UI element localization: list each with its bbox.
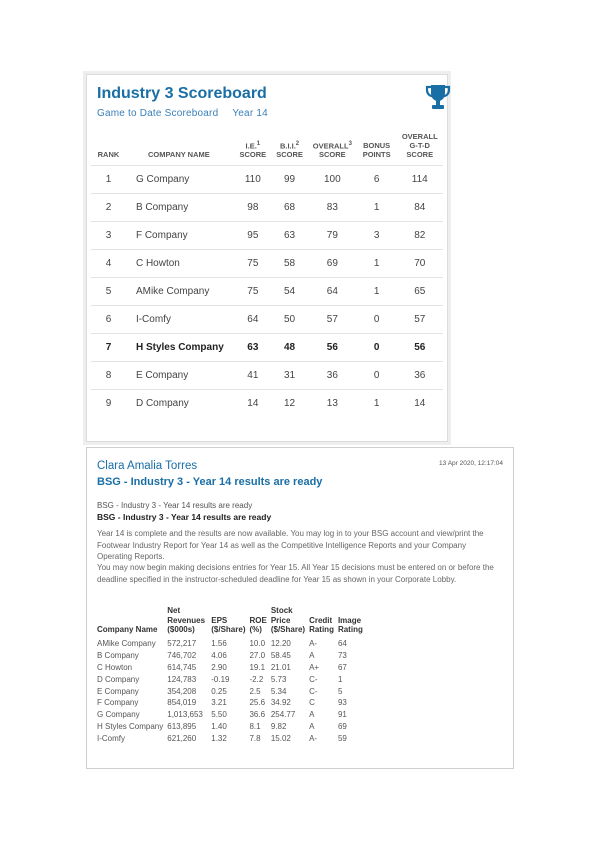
col-roe-label: ROE <box>249 615 267 625</box>
col-ie-score-label: SCORE <box>239 150 267 159</box>
row-eps: 4.06 <box>211 650 227 660</box>
scoreboard-header-row <box>91 129 443 166</box>
row-bii-score: 99 <box>271 166 308 194</box>
row-ie-score: 75 <box>234 250 271 278</box>
row-stock-price: 12.20 <box>270 638 291 648</box>
row-roe: 8.1 <box>249 722 261 732</box>
row-rank: 4 <box>91 250 126 278</box>
col-overall-label: OVERALL <box>312 141 349 150</box>
row-roe: 10.0 <box>249 638 266 648</box>
row-company-name: G Company <box>97 710 140 720</box>
row-rank: 3 <box>91 222 126 250</box>
row-ie-score: 63 <box>234 334 271 362</box>
col-ie-label: I.E. <box>245 141 257 150</box>
row-company-name: E Company <box>126 362 235 390</box>
col-net-revenues <box>165 606 209 638</box>
col-stock-unit: ($/Share) <box>270 625 306 634</box>
row-ie-score: 95 <box>234 222 271 250</box>
row-roe: -2.2 <box>249 674 264 684</box>
row-stock-price: 58.45 <box>270 650 291 660</box>
results-row <box>95 661 365 673</box>
row-image-rating: 69 <box>337 722 347 732</box>
row-company-name: E Company <box>97 686 139 696</box>
col-overall-score-label: SCORE <box>319 150 346 159</box>
row-net-revenues: 572,217 <box>167 638 197 648</box>
row-rank: 6 <box>91 306 126 334</box>
row-rank: 8 <box>91 362 126 390</box>
row-eps: 5.50 <box>211 710 227 720</box>
row-roe: 36.6 <box>249 710 266 720</box>
row-rank: 7 <box>91 334 126 362</box>
row-bonus-points: 1 <box>357 250 397 278</box>
row-company-name: I-Comfy <box>97 734 125 744</box>
row-gtd-score: 84 <box>397 194 443 222</box>
row-stock-price: 34.92 <box>270 698 291 708</box>
row-eps: 0.25 <box>211 686 227 696</box>
row-ie-score: 98 <box>234 194 271 222</box>
col-company[interactable]: COMPANY NAME <box>147 150 210 159</box>
row-bii-score: 63 <box>271 222 308 250</box>
results-row <box>95 685 365 697</box>
row-overall-score: 57 <box>308 306 357 334</box>
row-bii-score: 50 <box>271 306 308 334</box>
results-row <box>95 697 365 709</box>
col-bii-label: B.I.I. <box>279 141 296 150</box>
row-net-revenues: 613,895 <box>167 722 197 732</box>
row-net-revenues: 614,745 <box>167 662 197 672</box>
row-image-rating: 5 <box>337 686 343 696</box>
col-ie-score[interactable] <box>234 129 271 166</box>
col-bonus-points[interactable] <box>357 129 397 166</box>
row-gtd-score: 70 <box>397 250 443 278</box>
row-company-name: I-Comfy <box>126 306 235 334</box>
row-rank: 2 <box>91 194 126 222</box>
email-from-line: BSG - Industry 3 - Year 14 results are ready <box>97 501 253 510</box>
row-bii-score: 54 <box>271 278 308 306</box>
row-roe: 7.8 <box>249 734 261 744</box>
row-stock-price: 21.01 <box>270 662 291 672</box>
row-bonus-points: 1 <box>357 390 397 418</box>
col-overall-score[interactable] <box>308 129 357 166</box>
col-gtd-label-2: G-T-D <box>409 141 430 150</box>
row-net-revenues: 621,260 <box>167 734 197 744</box>
row-gtd-score: 82 <box>397 222 443 250</box>
row-bii-score: 68 <box>271 194 308 222</box>
col-revenues-label: Revenues <box>167 615 206 625</box>
row-overall-score: 69 <box>308 250 357 278</box>
col-price-label: Price <box>270 615 291 625</box>
results-row <box>95 721 365 733</box>
row-roe: 19.1 <box>249 662 266 672</box>
row-net-revenues: 354,208 <box>167 686 197 696</box>
row-rank: 9 <box>91 390 126 418</box>
scoreboard-row <box>91 362 443 390</box>
row-bonus-points: 1 <box>357 278 397 306</box>
col-roe <box>247 606 268 638</box>
col-rank[interactable]: RANK <box>97 150 120 159</box>
row-company-name: B Company <box>126 194 235 222</box>
row-bonus-points: 0 <box>357 362 397 390</box>
row-overall-score: 79 <box>308 222 357 250</box>
row-company-name: AMike Company <box>97 638 156 648</box>
row-stock-price: 5.34 <box>270 686 287 696</box>
email-date: 13 Apr 2020, 12:17:04 <box>439 460 503 467</box>
results-row <box>95 638 365 650</box>
scoreboard-card <box>86 74 448 442</box>
col-bonus-label: BONUS <box>363 141 391 150</box>
col-eps-label: EPS <box>211 615 228 625</box>
row-gtd-score: 65 <box>397 278 443 306</box>
col-roe-unit: (%) <box>249 625 262 634</box>
row-roe: 27.0 <box>249 650 266 660</box>
row-company-name: AMike Company <box>126 278 235 306</box>
row-eps: 1.40 <box>211 722 227 732</box>
results-table <box>95 606 365 745</box>
row-credit-rating: A <box>309 650 315 660</box>
row-credit-rating: A- <box>309 638 318 648</box>
row-ie-score: 75 <box>234 278 271 306</box>
row-credit-rating: A <box>309 722 315 732</box>
trophy-icon <box>425 83 451 111</box>
row-company-name: C Howton <box>126 250 235 278</box>
scoreboard-table <box>91 129 443 417</box>
col-points-label: POINTS <box>362 150 391 159</box>
row-company-name: G Company <box>126 166 235 194</box>
scoreboard-rows <box>91 166 443 418</box>
row-company-name: H Styles Company <box>97 722 164 732</box>
row-stock-price: 5.73 <box>270 674 287 684</box>
col-net-label: Net <box>167 606 181 615</box>
row-bonus-points: 1 <box>357 194 397 222</box>
row-bonus-points: 0 <box>357 334 397 362</box>
results-row <box>95 649 365 661</box>
row-image-rating: 67 <box>337 662 347 672</box>
col-bii-score[interactable] <box>271 129 308 166</box>
scoreboard-row <box>91 306 443 334</box>
scoreboard-row <box>91 250 443 278</box>
col-credit-label: Credit <box>309 615 333 625</box>
col-credit-rating-label: Rating <box>309 625 334 634</box>
row-bonus-points: 3 <box>357 222 397 250</box>
row-ie-score: 41 <box>234 362 271 390</box>
row-rank: 5 <box>91 278 126 306</box>
row-net-revenues: 1,013,653 <box>167 710 203 720</box>
row-overall-score: 36 <box>308 362 357 390</box>
row-eps: 2.90 <box>211 662 227 672</box>
row-rank: 1 <box>91 166 126 194</box>
row-gtd-score: 56 <box>397 334 443 362</box>
row-company-name: H Styles Company <box>126 334 235 362</box>
row-bii-score: 48 <box>271 334 308 362</box>
row-eps: 1.32 <box>211 734 227 744</box>
row-credit-rating: C- <box>309 686 318 696</box>
results-header-row <box>95 606 365 638</box>
row-ie-score: 14 <box>234 390 271 418</box>
row-company-name: F Company <box>97 698 139 708</box>
scoreboard-subtitle <box>97 108 268 119</box>
scoreboard-title: Industry 3 Scoreboard <box>97 85 267 102</box>
col-eps-unit: ($/Share) <box>211 625 246 634</box>
email-subject[interactable]: BSG - Industry 3 - Year 14 results are ready <box>97 476 323 488</box>
row-stock-price: 9.82 <box>270 722 287 732</box>
row-net-revenues: 746,702 <box>167 650 197 660</box>
row-ie-score: 110 <box>234 166 271 194</box>
row-overall-score: 83 <box>308 194 357 222</box>
scoreboard-row <box>91 222 443 250</box>
row-gtd-score: 114 <box>397 166 443 194</box>
row-company-name: C Howton <box>97 662 133 672</box>
row-credit-rating: A- <box>309 734 318 744</box>
row-image-rating: 1 <box>337 674 343 684</box>
row-roe: 2.5 <box>249 686 261 696</box>
col-eps <box>209 606 247 638</box>
col-credit-rating <box>307 606 336 638</box>
row-company-name: B Company <box>97 650 139 660</box>
col-overall-footnote: 3 <box>348 140 352 147</box>
row-image-rating: 64 <box>337 638 347 648</box>
row-eps: 3.21 <box>211 698 227 708</box>
row-stock-price: 15.02 <box>270 734 291 744</box>
row-eps: -0.19 <box>211 674 230 684</box>
col-ie-footnote: 1 <box>256 140 261 147</box>
scoreboard-row <box>91 194 443 222</box>
row-company-name: F Company <box>126 222 235 250</box>
row-image-rating: 73 <box>337 650 347 660</box>
row-credit-rating: C <box>309 698 315 708</box>
email-sender[interactable]: Clara Amalia Torres <box>97 460 198 472</box>
row-gtd-score: 36 <box>397 362 443 390</box>
row-bonus-points: 6 <box>357 166 397 194</box>
col-stock-label: Stock <box>270 606 293 615</box>
col-bii-footnote: 2 <box>295 140 300 147</box>
col-gtd-label-1: OVERALL <box>401 132 438 141</box>
scoreboard-row <box>91 334 443 362</box>
row-gtd-score: 57 <box>397 306 443 334</box>
row-eps: 1.56 <box>211 638 227 648</box>
row-company-name: D Company <box>97 674 140 684</box>
subtitle-game-label: Game to Date Scoreboard <box>97 108 219 119</box>
row-credit-rating: A+ <box>309 662 320 672</box>
row-bii-score: 58 <box>271 250 308 278</box>
results-row <box>95 673 365 685</box>
col-bii-score-label: SCORE <box>276 150 303 159</box>
scoreboard-row <box>91 166 443 194</box>
row-net-revenues: 124,783 <box>167 674 197 684</box>
row-credit-rating: A <box>309 710 315 720</box>
row-overall-score: 64 <box>308 278 357 306</box>
scoreboard-row <box>91 390 443 418</box>
col-overall-gtd[interactable] <box>397 129 443 166</box>
row-bii-score: 31 <box>271 362 308 390</box>
row-image-rating: 59 <box>337 734 347 744</box>
subtitle-year-label: Year 14 <box>232 108 268 119</box>
row-roe: 25.6 <box>249 698 266 708</box>
scoreboard-row <box>91 278 443 306</box>
col-gtd-label-3: SCORE <box>406 150 434 159</box>
col-stock-price <box>269 606 307 638</box>
col-company-name: Company Name <box>97 625 158 634</box>
email-paragraph-results: Year 14 is complete and the results are now available. You may log in to your BSG account and view/print the Footwear Industry Report for Year 14 as well as the Competitive Intelligence Reports and your Company Operating Reports. <box>97 529 484 561</box>
row-stock-price: 254.77 <box>270 710 296 720</box>
row-image-rating: 91 <box>337 710 347 720</box>
row-company-name: D Company <box>126 390 235 418</box>
row-overall-score: 13 <box>308 390 357 418</box>
row-bii-score: 12 <box>271 390 308 418</box>
email-paragraph-deadline: You may now begin making decisions entries for Year 15. All Year 15 decisions must be entered on or before the deadline specified in the instructor-scheduled deadline for Year 15 as shown in your Corporate Lobby. <box>97 563 494 584</box>
row-bonus-points: 0 <box>357 306 397 334</box>
email-headline: BSG - Industry 3 - Year 14 results are ready <box>97 512 272 522</box>
row-overall-score: 56 <box>308 334 357 362</box>
row-gtd-score: 14 <box>397 390 443 418</box>
row-credit-rating: C- <box>309 674 318 684</box>
row-ie-score: 64 <box>234 306 271 334</box>
row-net-revenues: 854,019 <box>167 698 197 708</box>
col-image-rating <box>336 606 365 638</box>
results-row <box>95 733 365 745</box>
col-revenues-unit: ($000s) <box>167 625 195 634</box>
row-overall-score: 100 <box>308 166 357 194</box>
col-image-rating-label: Rating <box>337 625 363 634</box>
row-image-rating: 93 <box>337 698 347 708</box>
results-row <box>95 709 365 721</box>
results-rows <box>95 638 365 745</box>
col-image-label: Image <box>337 615 362 625</box>
email-card <box>86 447 514 769</box>
